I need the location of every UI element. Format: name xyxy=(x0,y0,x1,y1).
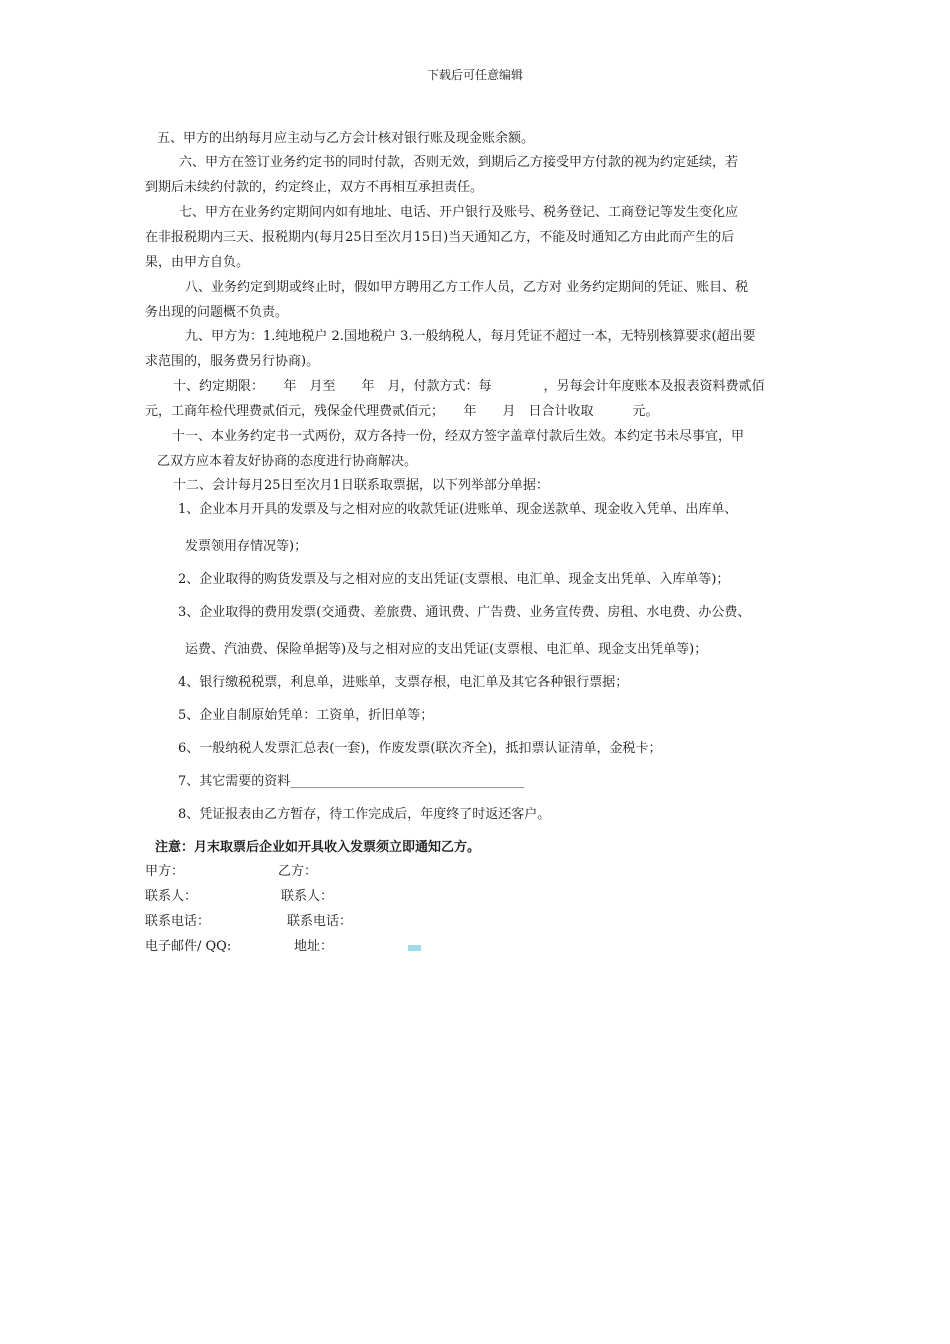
party-b-label: 乙方： xyxy=(278,864,318,879)
clause-7: 七、甲方在业务约定期间内如有地址、电话、开户银行及账号、税务登记、工商登记等发生变化应 在非报税期内三天、报税期内(每月25日至次月15日)当天通知乙方，不能及时通知乙方由此而产生的后 果，由甲方自负。 xyxy=(145,205,739,270)
clause-5: 五、甲方的出纳每月应主动与乙方会计核对银行账及现金账余额。 xyxy=(157,131,535,146)
clause-6: 六、甲方在签订业务约定书的同时付款，否则无效，到期后乙方接受甲方付款的视为约定延续，若 到期后未续约付款的，约定终止，双方不再相互承担责任。 xyxy=(145,155,739,195)
clause-10: 十、约定期限： 年 月至 年 月，付款方式：每 ，另每会计年度账本及报表资料费贰佰 元，工商年检代理费贰佰元，残保金代理费贰佰元； 年 月 日合计收取 元。 xyxy=(145,379,765,419)
list-item-1: 1、企业本月开具的发票及与之相对应的收款凭证(进账单、现金送款单、现金收入凭单、出库单、 发票领用存情况等)； xyxy=(178,502,738,554)
list-item-4: 4、银行缴税税票，利息单，进账单，支票存根，电汇单及其它各种银行票据； xyxy=(178,675,629,690)
list-item-5: 5、企业自制原始凭单：工资单，折旧单等； xyxy=(178,708,434,723)
list-item-8: 8、凭证报表由乙方暂存，待工作完成后，年度终了时返还客户。 xyxy=(178,807,551,822)
list-item-7: 7、其它需要的资料____________________________________ xyxy=(178,774,525,789)
phone-a-label: 联系电话： xyxy=(145,914,211,929)
clause-9: 九、甲方为：1.纯地税户 2.国地税户 3.一般纳税人，每月凭证不超过一本，无特别核算要求(超出要 求范围的，服务费另行协商)。 xyxy=(145,329,756,369)
list-item-6: 6、一般纳税人发票汇总表(一套)，作废发票(联次齐全)，抵扣票认证清单，金税卡； xyxy=(178,741,662,756)
list-item-2: 2、企业取得的购货发票及与之相对应的支出凭证(支票根、电汇单、现金支出凭单、入库单等)； xyxy=(178,572,730,587)
clause-12: 十二、会计每月25日至次月1日联系取票据，以下列举部分单据： xyxy=(173,478,549,493)
clause-8: 八、业务约定到期或终止时，假如甲方聘用乙方工作人员，乙方对 业务约定期间的凭证、账目、税 务出现的问题概不负责。 xyxy=(145,280,749,320)
list-item-3: 3、企业取得的费用发票(交通费、差旅费、通讯费、广告费、业务宣传费、房租、水电费、办公费、 运费、汽油费、保险单据等)及与之相对应的支出凭证(支票根、电汇单、现金支出凭单等)； xyxy=(178,605,751,657)
highlight-mark xyxy=(408,945,421,951)
clause-11: 十一、本业务约定书一式两份，双方各持一份，经双方签字盖章付款后生效。本约定书未尽事宜，甲 乙双方应本着友好协商的态度进行协商解决。 xyxy=(157,429,745,469)
email-a-label: 电子邮件/ QQ: xyxy=(145,939,232,954)
phone-b-label: 联系电话： xyxy=(287,914,353,929)
contact-a-label: 联系人： xyxy=(145,889,198,904)
address-b-label: 地址： xyxy=(294,939,334,954)
contact-b-label: 联系人： xyxy=(281,889,334,904)
notice: 注意：月末取票后企业如开具收入发票须立即通知乙方。 xyxy=(155,840,481,855)
page-header: 下载后可任意编辑 xyxy=(426,68,523,82)
party-a-label: 甲方： xyxy=(145,864,185,879)
